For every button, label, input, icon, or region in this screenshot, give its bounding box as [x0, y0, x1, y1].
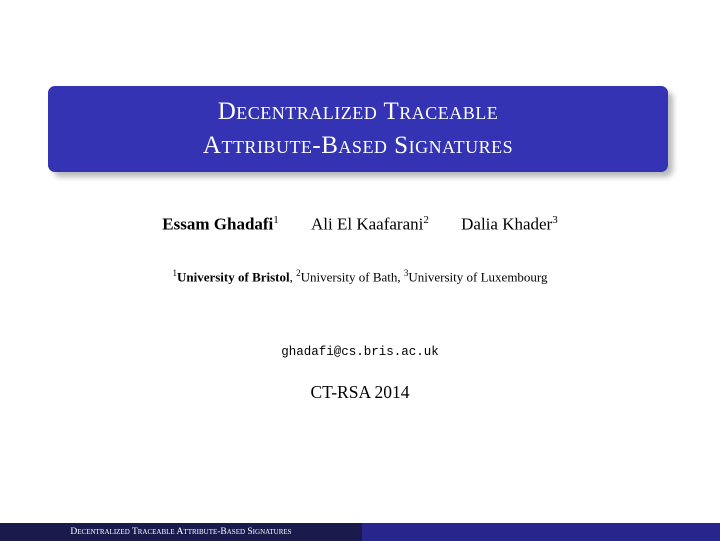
affiliation-1-name: University of Bristol	[176, 269, 290, 285]
author-1	[162, 214, 279, 235]
title-line-1: Decentralized Traceable	[217, 98, 499, 125]
author-list	[0, 214, 720, 235]
author-2-sup: 2	[423, 214, 429, 226]
title-line-2: Attribute-Based Signatures	[202, 132, 514, 159]
author-1-sup: 1	[273, 214, 279, 226]
title-box	[48, 86, 668, 172]
affiliation-1-sup: 1	[172, 268, 177, 278]
footer-bar	[0, 523, 720, 541]
email-address: ghadafi@cs.bris.ac.uk	[281, 345, 439, 359]
affiliation-3-name: University of Luxembourg	[408, 269, 548, 285]
affiliation-2-sup: 2	[296, 268, 301, 278]
author-2	[311, 214, 429, 235]
footer-right-block	[362, 523, 720, 541]
author-1-name: Essam Ghadafi	[162, 214, 274, 234]
affiliation-list: $^1$University of Bristol, $^2$University of Bath, $^3$University of Luxembourg	[172, 268, 548, 285]
affiliation-2-name: University of Bath	[300, 269, 398, 285]
author-2-name: Ali El Kaafarani	[311, 214, 424, 234]
author-3-sup: 3	[552, 214, 558, 226]
conference-name: CT-RSA 2014	[310, 382, 410, 402]
author-3-name: Dalia Khader	[461, 214, 553, 234]
affiliation-3-sup: 3	[403, 268, 409, 278]
author-3	[461, 214, 558, 235]
footer-short-title: Decentralized Traceable Attribute-Based Signatures	[0, 523, 362, 541]
